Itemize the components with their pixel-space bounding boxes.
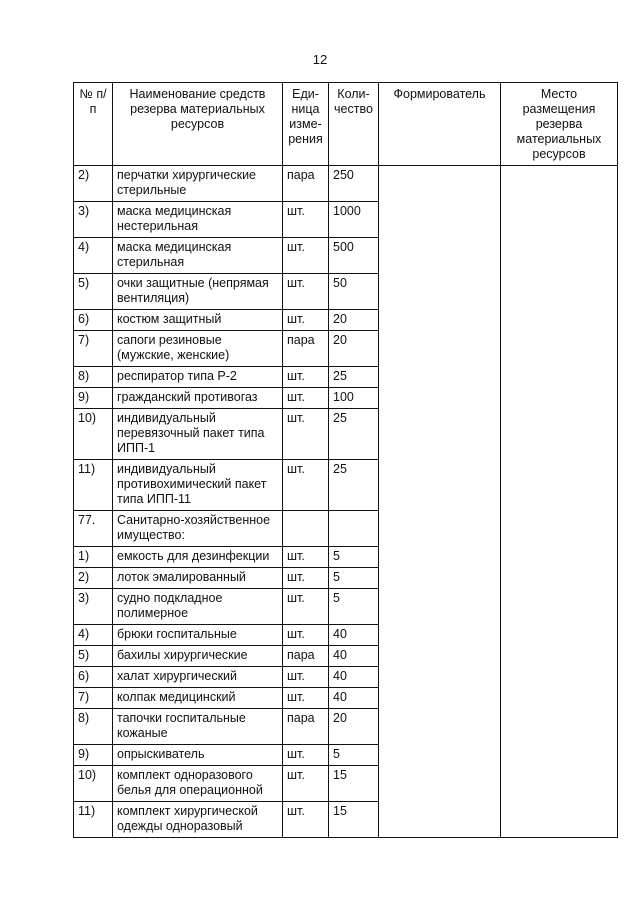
row-num: 3) xyxy=(74,202,113,238)
former-cell xyxy=(379,166,501,838)
row-name: тапочки госпитальные кожаные xyxy=(113,709,283,745)
row-unit: пара xyxy=(283,331,329,367)
header-former: Формирователь xyxy=(379,83,501,166)
row-qty: 40 xyxy=(329,667,379,688)
row-num: 11) xyxy=(74,460,113,511)
header-name: Наименование средств резерва материальных ресурсов xyxy=(113,83,283,166)
table-body xyxy=(74,166,618,838)
row-name: судно подкладное полимерное xyxy=(113,589,283,625)
row-num: 8) xyxy=(74,367,113,388)
row-num: 6) xyxy=(74,310,113,331)
row-unit: шт. xyxy=(283,568,329,589)
row-name: маска медицинская нестерильная xyxy=(113,202,283,238)
row-unit: шт. xyxy=(283,745,329,766)
row-name: Санитарно-хозяйственное имущество: xyxy=(113,511,283,547)
row-qty: 40 xyxy=(329,646,379,667)
row-num: 10) xyxy=(74,766,113,802)
row-qty: 5 xyxy=(329,568,379,589)
row-name: индивидуальный перевязочный пакет типа ИПП-1 xyxy=(113,409,283,460)
row-unit: шт. xyxy=(283,388,329,409)
row-name: комплект хирургической одежды одноразовый xyxy=(113,802,283,838)
row-qty: 15 xyxy=(329,766,379,802)
row-unit: шт. xyxy=(283,589,329,625)
row-unit: пара xyxy=(283,646,329,667)
row-unit: шт. xyxy=(283,274,329,310)
row-qty xyxy=(329,511,379,547)
row-unit: шт. xyxy=(283,310,329,331)
row-name: респиратор типа Р-2 xyxy=(113,367,283,388)
row-num: 5) xyxy=(74,646,113,667)
row-unit: пара xyxy=(283,166,329,202)
row-num: 10) xyxy=(74,409,113,460)
row-unit: пара xyxy=(283,709,329,745)
row-num: 9) xyxy=(74,388,113,409)
location-cell xyxy=(501,166,618,838)
row-name: перчатки хирургические стерильные xyxy=(113,166,283,202)
row-name: емкость для дезинфекции xyxy=(113,547,283,568)
row-qty: 5 xyxy=(329,589,379,625)
header-unit: Еди-ница изме-рения xyxy=(283,83,329,166)
row-qty: 20 xyxy=(329,331,379,367)
row-num: 11) xyxy=(74,802,113,838)
row-unit: шт. xyxy=(283,547,329,568)
table-header-row xyxy=(74,83,618,166)
row-qty: 40 xyxy=(329,625,379,646)
row-unit: шт. xyxy=(283,238,329,274)
row-unit: шт. xyxy=(283,367,329,388)
row-num: 1) xyxy=(74,547,113,568)
row-unit xyxy=(283,511,329,547)
row-num: 7) xyxy=(74,331,113,367)
row-qty: 1000 xyxy=(329,202,379,238)
table-row xyxy=(74,166,618,202)
row-name: брюки госпитальные xyxy=(113,625,283,646)
row-qty: 25 xyxy=(329,460,379,511)
row-qty: 50 xyxy=(329,274,379,310)
header-location: Место размещения резерва материальных ресурсов xyxy=(501,83,618,166)
row-name: индивидуальный противохимический пакет типа ИПП-11 xyxy=(113,460,283,511)
row-qty: 100 xyxy=(329,388,379,409)
row-name: гражданский противогаз xyxy=(113,388,283,409)
row-qty: 5 xyxy=(329,745,379,766)
row-unit: шт. xyxy=(283,667,329,688)
row-name: очки защитные (непрямая вентиляция) xyxy=(113,274,283,310)
row-name: лоток эмалированный xyxy=(113,568,283,589)
row-num: 6) xyxy=(74,667,113,688)
row-name: сапоги резиновые (мужские, женские) xyxy=(113,331,283,367)
row-name: бахилы хирургические xyxy=(113,646,283,667)
row-num: 7) xyxy=(74,688,113,709)
row-num: 8) xyxy=(74,709,113,745)
row-qty: 250 xyxy=(329,166,379,202)
row-qty: 40 xyxy=(329,688,379,709)
row-qty: 20 xyxy=(329,310,379,331)
row-unit: шт. xyxy=(283,802,329,838)
row-name: колпак медицинский xyxy=(113,688,283,709)
row-unit: шт. xyxy=(283,766,329,802)
row-num: 2) xyxy=(74,568,113,589)
row-num: 77. xyxy=(74,511,113,547)
row-num: 3) xyxy=(74,589,113,625)
row-num: 4) xyxy=(74,625,113,646)
row-unit: шт. xyxy=(283,460,329,511)
row-qty: 20 xyxy=(329,709,379,745)
row-num: 4) xyxy=(74,238,113,274)
row-qty: 15 xyxy=(329,802,379,838)
row-unit: шт. xyxy=(283,409,329,460)
header-num: № п/п xyxy=(74,83,113,166)
row-name: костюм защитный xyxy=(113,310,283,331)
header-qty: Коли-чество xyxy=(329,83,379,166)
row-qty: 5 xyxy=(329,547,379,568)
row-num: 2) xyxy=(74,166,113,202)
row-qty: 500 xyxy=(329,238,379,274)
row-name: опрыскиватель xyxy=(113,745,283,766)
row-qty: 25 xyxy=(329,367,379,388)
row-name: маска медицинская стерильная xyxy=(113,238,283,274)
row-unit: шт. xyxy=(283,202,329,238)
page-number: 12 xyxy=(312,52,328,67)
row-num: 5) xyxy=(74,274,113,310)
reserve-table xyxy=(73,82,618,838)
row-unit: шт. xyxy=(283,625,329,646)
row-unit: шт. xyxy=(283,688,329,709)
row-name: халат хирургический xyxy=(113,667,283,688)
row-num: 9) xyxy=(74,745,113,766)
row-name: комплект одноразового белья для операционной xyxy=(113,766,283,802)
row-qty: 25 xyxy=(329,409,379,460)
